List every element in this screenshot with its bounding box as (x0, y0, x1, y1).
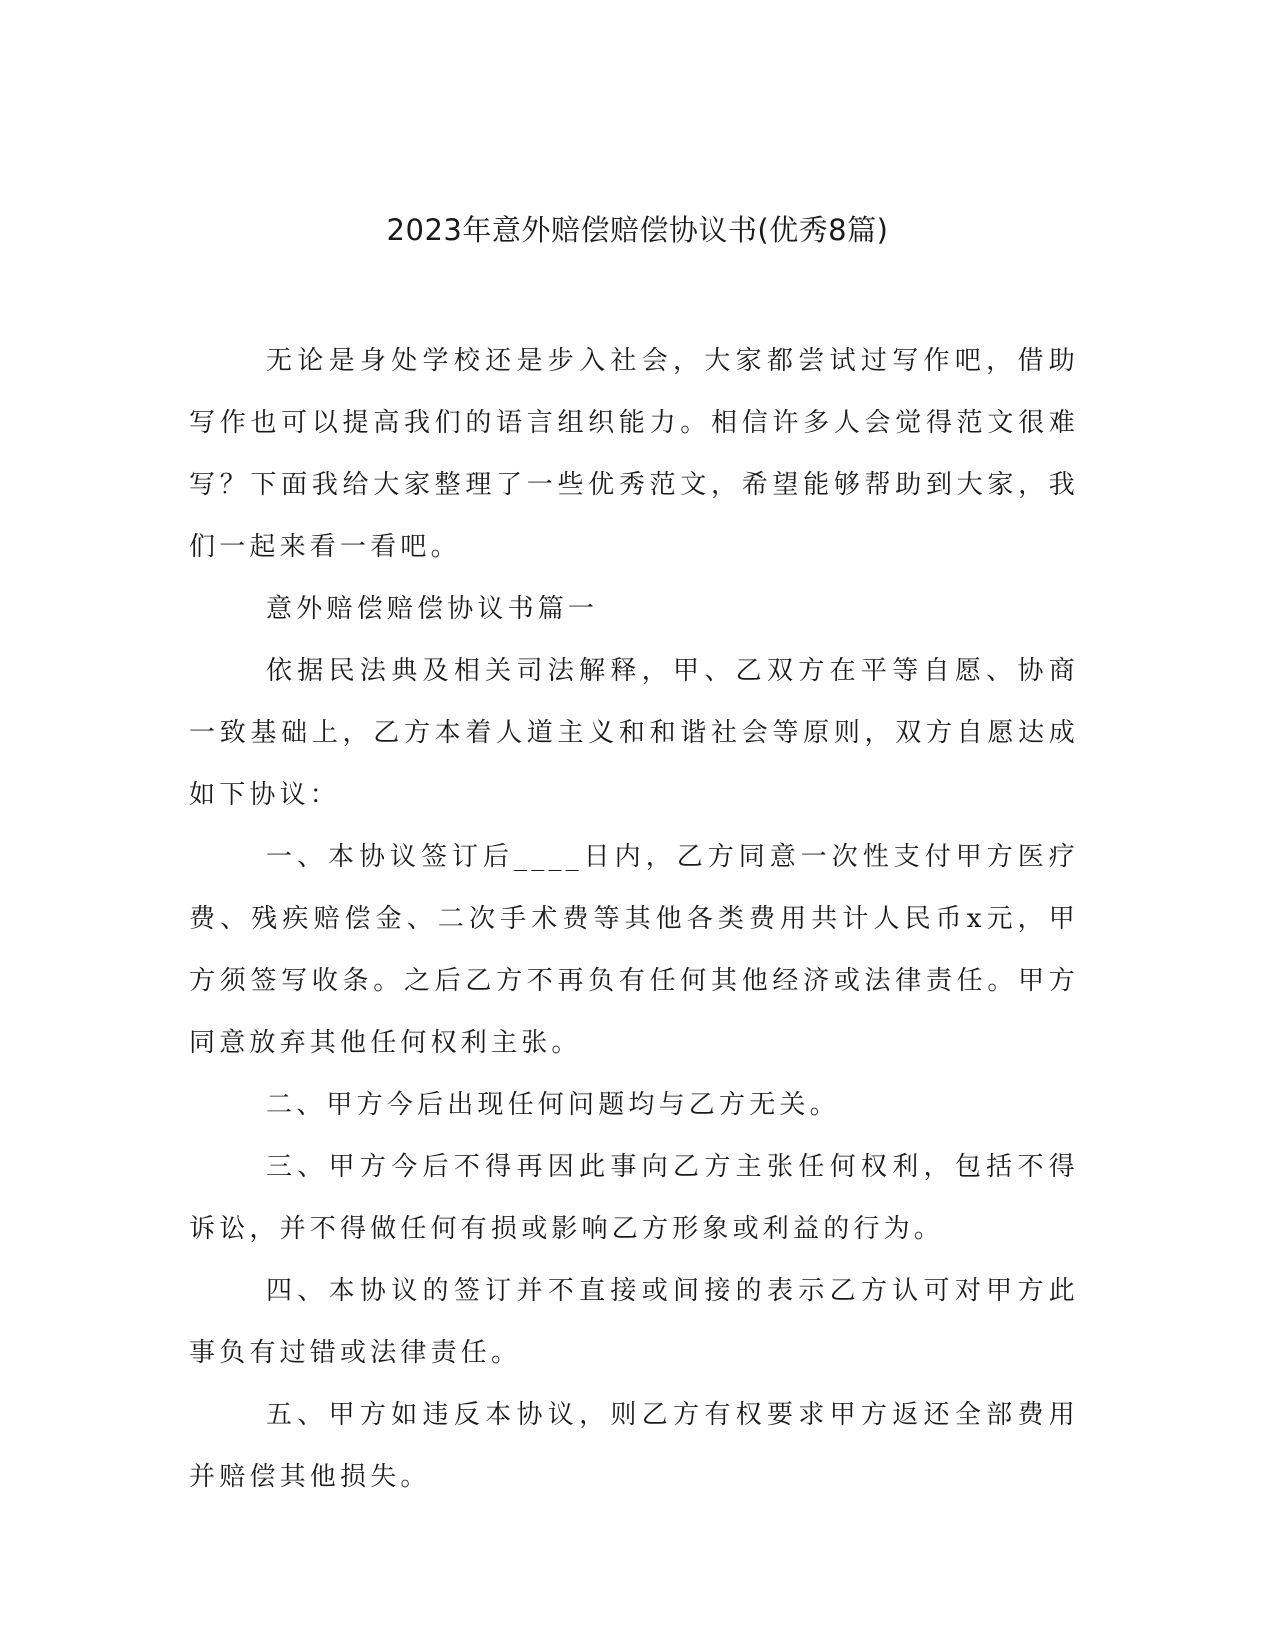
clause-3: 三、甲方今后不得再因此事向乙方主张任何权利，包括不得诉讼，并不得做任何有损或影响乙方形象或利益的行为。 (189, 1152, 1079, 1244)
paragraph-intro: 无论是身处学校还是步入社会，大家都尝试过写作吧，借助写作也可以提高我们的语言组织能力。相信许多人会觉得范文很难写？下面我给大家整理了一些优秀范文，希望能够帮助到大家，我们一起来看一看吧。 (189, 346, 1079, 562)
document-body (189, 330, 1079, 1508)
clause-4: 四、本协议的签订并不直接或间接的表示乙方认可对甲方此事负有过错或法律责任。 (189, 1276, 1079, 1368)
section-heading: 意外赔偿赔偿协议书篇一 (266, 594, 599, 624)
clause-1: 一、本协议签订后____日内，乙方同意一次性支付甲方医疗费、残疾赔偿金、二次手术费等其他各类费用共计人民币x元，甲方须签写收条。之后乙方不再负有任何其他经济或法律责任。甲方同意放弃其他任何权利主张。 (189, 842, 1079, 1058)
document-title: 2023年意外赔偿赔偿协议书(优秀8篇) (386, 213, 889, 247)
clause-2: 二、甲方今后出现任何问题均与乙方无关。 (266, 1090, 840, 1120)
clause-5: 五、甲方如违反本协议，则乙方有权要求甲方返还全部费用并赔偿其他损失。 (189, 1400, 1079, 1492)
paragraph-preamble: 依据民法典及相关司法解释，甲、乙双方在平等自愿、协商一致基础上，乙方本着人道主义和和谐社会等原则，双方自愿达成如下协议： (189, 656, 1079, 810)
